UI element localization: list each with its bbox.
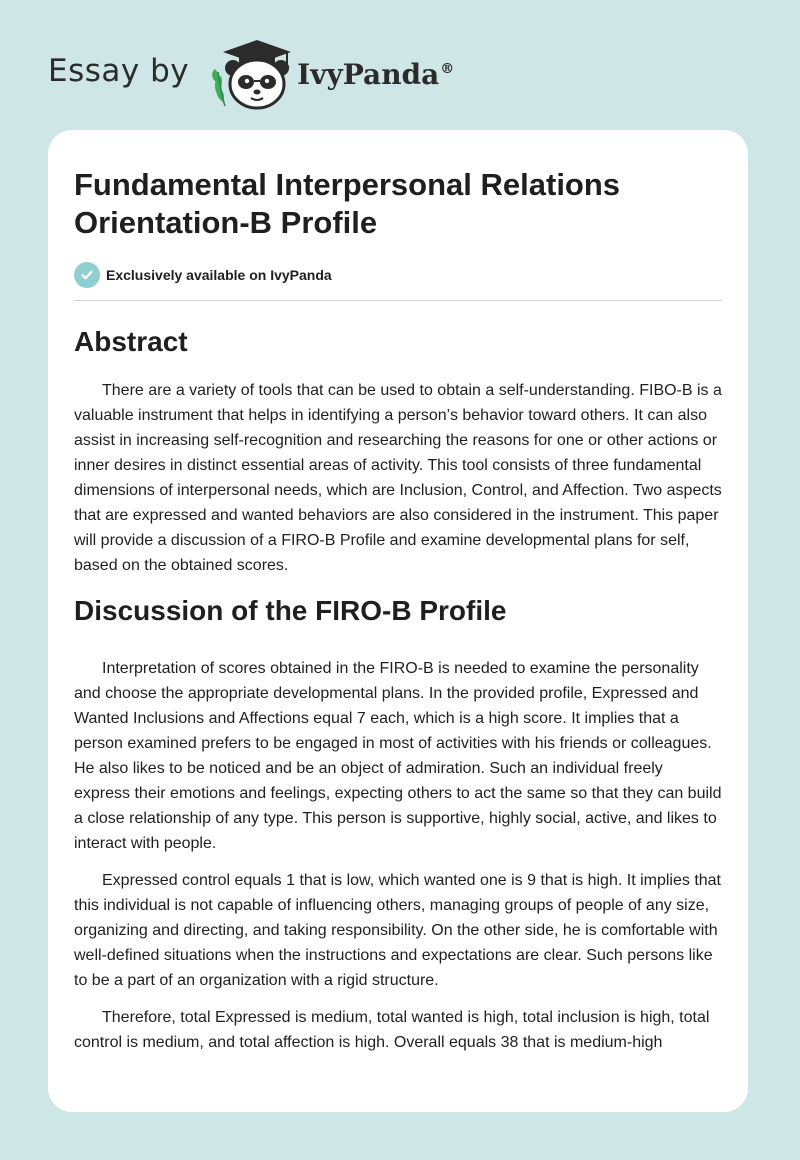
paragraph: Interpretation of scores obtained in the FIRO-B is needed to examine the personality and choose the appropriate developmental plans. In the provided profile, Expressed and Wanted Inclusions and Affections equal 7 each, which is a high score. It implies that a person examined prefers to be engaged in most of activities with his friends or colleagues. He also likes to be noticed and be an object of admiration. Such an individual freely express their emotions and feelings, expecting others to act the same so that they can build a close relationship of any type. This person is supportive, highly social, active, and likes to interact with people. xyxy=(74,660,722,852)
paragraph: Therefore, total Expressed is medium, total wanted is high, total inclusion is high, total control is medium, and total affection is high. Overall equals 38 that is medium-high xyxy=(74,1009,710,1051)
panda-graduate-icon[interactable] xyxy=(203,32,295,112)
essay-card xyxy=(48,130,748,1112)
section-heading: Discussion of the FIRO-B Profile xyxy=(74,595,507,626)
exclusive-label: Exclusively available on IvyPanda xyxy=(106,267,332,283)
section-abstract xyxy=(74,325,722,578)
registered-mark: ® xyxy=(440,61,455,78)
brand-name[interactable] xyxy=(297,58,454,91)
section-heading: Abstract xyxy=(74,326,188,357)
paragraph: Expressed control equals 1 that is low, which wanted one is 9 that is high. It implies that this individual is not capable of influencing others, managing groups of people of any size, organizing and directing, and taking responsibility. On the other side, he is comfortable with well-defined situations when the instructions and expectations are clear. Such persons like to be a part of an organization with a rigid structure. xyxy=(74,872,721,989)
check-icon xyxy=(74,262,100,288)
site-header xyxy=(48,32,454,112)
section-discussion xyxy=(74,594,722,1055)
exclusive-badge xyxy=(74,262,722,301)
paragraph: There are a variety of tools that can be used to obtain a self-understanding. FIBO-B is a valuable instrument that helps in identifying a person’s behavior toward others. It can also assist in increasing self-recognition and researching the reasons for one or other actions or inner desires in distinct essential areas of activity. This tool consists of three fundamental dimensions of interpersonal needs, which are Inclusion, Control, and Affection. Two aspects that are expressed and wanted behaviors are also considered in the instrument. This paper will provide a discussion of a FIRO-B Profile and examine developmental plans for self, based on the obtained scores. xyxy=(74,382,722,574)
essay-title: Fundamental Interpersonal Relations Orientation-B Profile xyxy=(74,167,621,240)
brand-text: IvyPanda xyxy=(297,57,440,91)
essay-by-label: Essay by xyxy=(48,53,190,89)
